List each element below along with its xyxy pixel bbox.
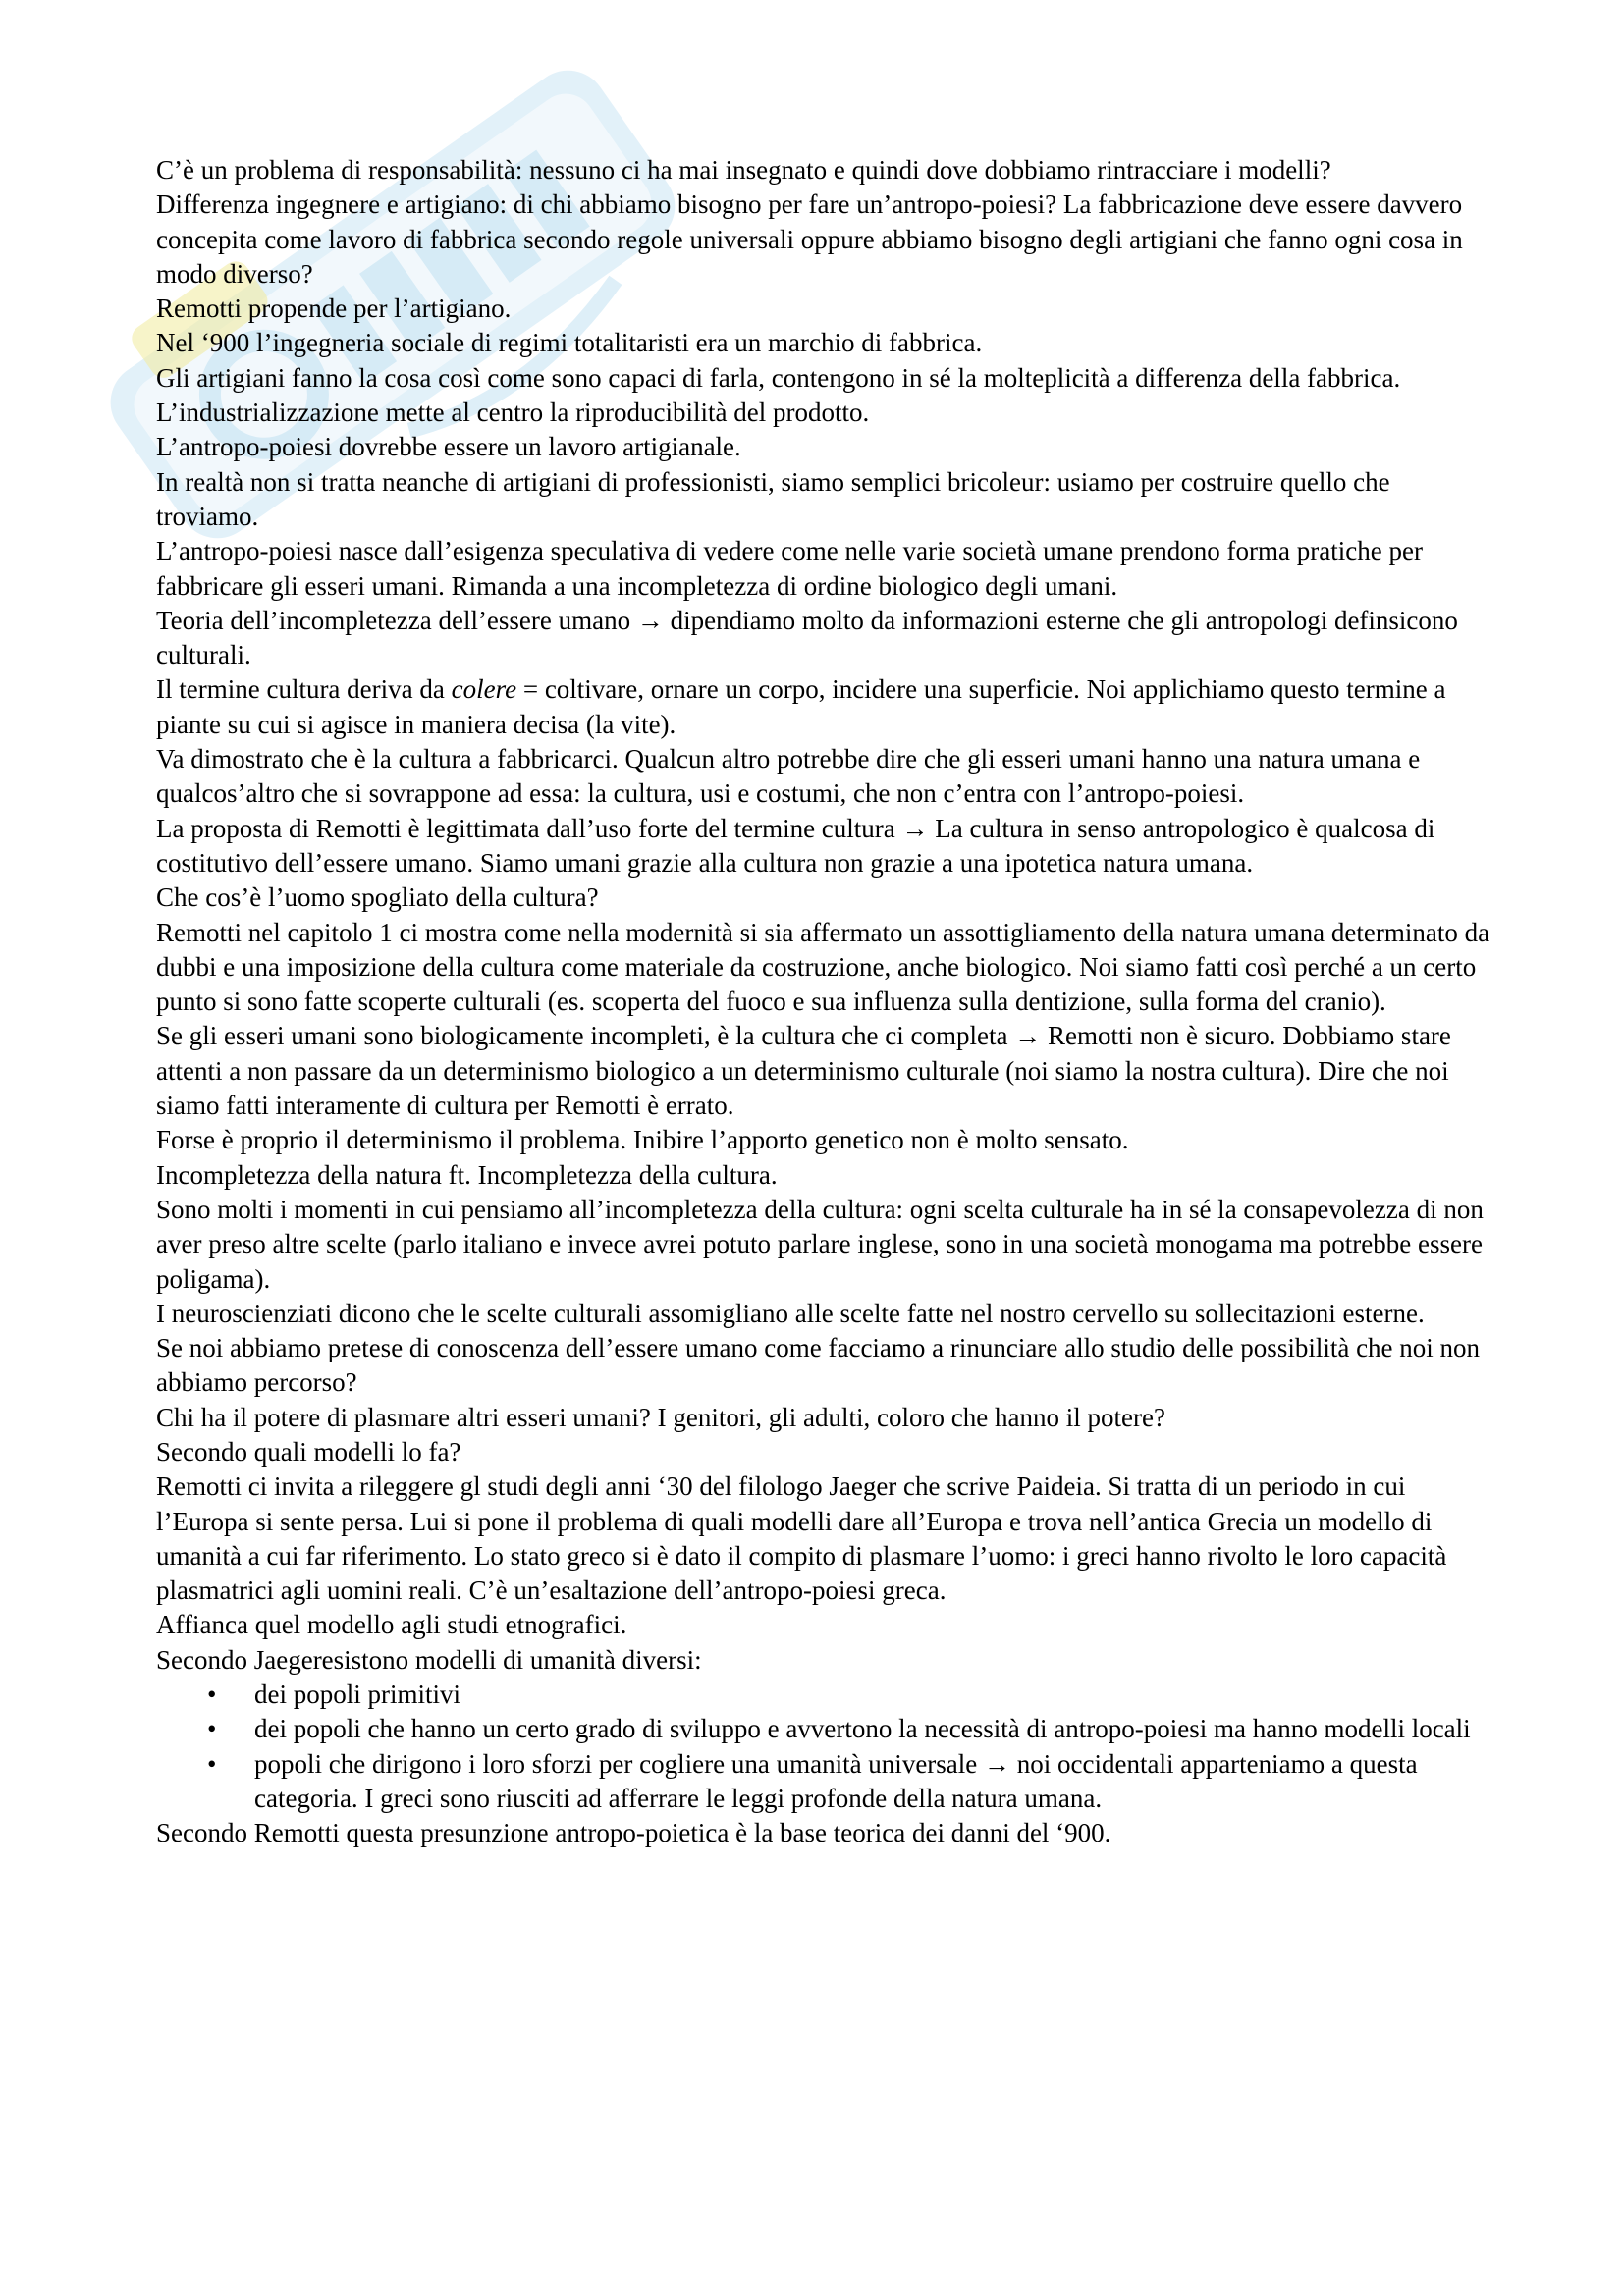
- paragraph-colere: [156, 672, 1491, 742]
- paragraph: Incompletezza della natura ft. Incompletezza della cultura.: [156, 1159, 778, 1190]
- paragraph: Se noi abbiamo pretese di conoscenza dell’essere umano come facciamo a rinunciare allo studio delle possibilità che noi non abbiamo percorso?: [156, 1333, 1481, 1398]
- list-item-text: popoli che dirigono i loro sforzi per cogliere una umanità universale → noi occidentali apparteniamo a questa categoria. I greci sono riusciti ad afferrare le leggi profonde della natura umana.: [254, 1748, 1418, 1813]
- paragraph: C’è un problema di responsabilità: nessuno ci ha mai insegnato e quindi dove dobbiamo rintracciare i modelli?: [156, 155, 1331, 185]
- paragraph: Remotti ci invita a rileggere gl studi degli anni ‘30 del filologo Jaeger che scrive Paideia. Si tratta di un periodo in cui l’Europa si sente persa. Lui si pone il problema di quali modelli dare all’Europa e trova nell’antica Grecia un modello di umanità a cui far riferimento. Lo stato greco si è dato il compito di plasmare l’uomo: i greci hanno rivolto le loro capacità plasmatrici agli uomini reali. C’è un’esaltazione dell’antropo-poiesi greca.: [156, 1471, 1447, 1606]
- paragraph: Se gli esseri umani sono biologicamente incompleti, è la cultura che ci completa → Remotti non è sicuro. Dobbiamo stare attenti a non passare da un determinismo biologico a un determinismo culturale (noi siamo la nostra cultura). Dire che noi siamo fatti interamente di cultura per Remotti è errato.: [156, 1021, 1451, 1121]
- paragraph: In realtà non si tratta neanche di artigiani di professionisti, siamo semplici bricoleur: usiamo per costruire quello che troviamo.: [156, 466, 1390, 531]
- paragraph: Gli artigiani fanno la cosa così come sono capaci di farla, contengono in sé la molteplicità a differenza della fabbrica.: [156, 362, 1401, 393]
- closing-paragraph: Secondo Remotti questa presunzione antropo-poietica è la base teorica dei danni del ‘900.: [156, 1818, 1111, 1848]
- paragraph: Chi ha il potere di plasmare altri esseri umani? I genitori, gli adulti, coloro che hanno il potere?: [156, 1402, 1165, 1432]
- list-item-text: dei popoli che hanno un certo grado di sviluppo e avvertono la necessità di antropo-poiesi ma hanno modelli locali: [254, 1714, 1471, 1744]
- paragraph: Affianca quel modello agli studi etnografici.: [156, 1610, 627, 1640]
- document-body: [156, 153, 1491, 1851]
- paragraph: Che cos’è l’uomo spogliato della cultura?: [156, 882, 599, 913]
- bullet-icon: •: [207, 1680, 217, 1710]
- colere-italic-word: colere: [451, 674, 517, 705]
- colere-text-after: = coltivare, ornare un corpo, incidere una superficie. Noi applichiamo questo termine a piante su cui si agisce in maniera decisa (la vite).: [156, 674, 1446, 739]
- paragraph: L’industrializzazione mette al centro la riproducibilità del prodotto.: [156, 398, 870, 428]
- paragraph: I neuroscienziati dicono che le scelte culturali assomigliano alle scelte fatte nel nostro cervello su sollecitazioni esterne.: [156, 1298, 1425, 1328]
- paragraph: Va dimostrato che è la cultura a fabbricarci. Qualcun altro potrebbe dire che gli esseri umani hanno una natura umana e qualcos’altro che si sovrappone ad essa: la cultura, usi e costumi, che non c’entra con l’antropo-poiesi.: [156, 744, 1421, 809]
- paragraph: Remotti nel capitolo 1 ci mostra come nella modernità si sia affermato un assottigliamento della natura umana determinato da dubbi e una imposizione della cultura come materiale da costruzione, anche biologico. Noi siamo fatti così perché a un certo punto si sono fatte scoperte culturali (es. scoperta del fuoco e sua influenza sulla dentizione, sulla forma del cranio).: [156, 917, 1490, 1017]
- paragraph: Nel ‘900 l’ingegneria sociale di regimi totalitaristi era un marchio di fabbrica.: [156, 328, 983, 358]
- paragraph: Teoria dell’incompletezza dell’essere umano → dipendiamo molto da informazioni esterne che gli antropologi definsicono culturali.: [156, 605, 1458, 670]
- list-item: [156, 1747, 1491, 1817]
- list-item-text: dei popoli primitivi: [254, 1680, 460, 1710]
- list-item: [156, 1712, 1491, 1746]
- list-item: [156, 1678, 1491, 1712]
- paragraph: Sono molti i momenti in cui pensiamo all’incompletezza della cultura: ogni scelta culturale ha in sé la consapevolezza di non aver preso altre scelte (parlo italiano e invece avrei potuto parlare inglese, sono in una società monogama ma potrebbe essere poligama).: [156, 1194, 1484, 1294]
- paragraph: Secondo quali modelli lo fa?: [156, 1436, 461, 1467]
- paragraph: Differenza ingegnere e artigiano: di chi abbiamo bisogno per fare un’antropo-poiesi? La fabbricazione deve essere davvero concepita come lavoro di fabbrica secondo regole universali oppure abbiamo bisogno degli artigiani che fanno ogni cosa in modo diverso?: [156, 189, 1463, 289]
- paragraph: Forse è proprio il determinismo il problema. Inibire l’apporto genetico non è molto sensato.: [156, 1125, 1129, 1155]
- paragraph: Secondo Jaegeresistono modelli di umanità diversi:: [156, 1644, 702, 1675]
- paragraph: Remotti propende per l’artigiano.: [156, 294, 512, 324]
- colere-text-before: Il termine cultura deriva da: [156, 674, 452, 705]
- bullet-icon: •: [207, 1714, 217, 1744]
- paragraph: La proposta di Remotti è legittimata dall’uso forte del termine cultura → La cultura in senso antropologico è qualcosa di costitutivo dell’essere umano. Siamo umani grazie alla cultura non grazie a una ipotetica natura umana.: [156, 813, 1435, 878]
- bullet-list: [156, 1678, 1491, 1816]
- paragraph: L’antropo-poiesi dovrebbe essere un lavoro artigianale.: [156, 432, 741, 462]
- paragraph: L’antropo-poiesi nasce dall’esigenza speculativa di vedere come nelle varie società umane prendono forma pratiche per fabbricare gli esseri umani. Rimanda a una incompletezza di ordine biologico degli umani.: [156, 536, 1423, 601]
- bullet-icon: •: [207, 1748, 217, 1779]
